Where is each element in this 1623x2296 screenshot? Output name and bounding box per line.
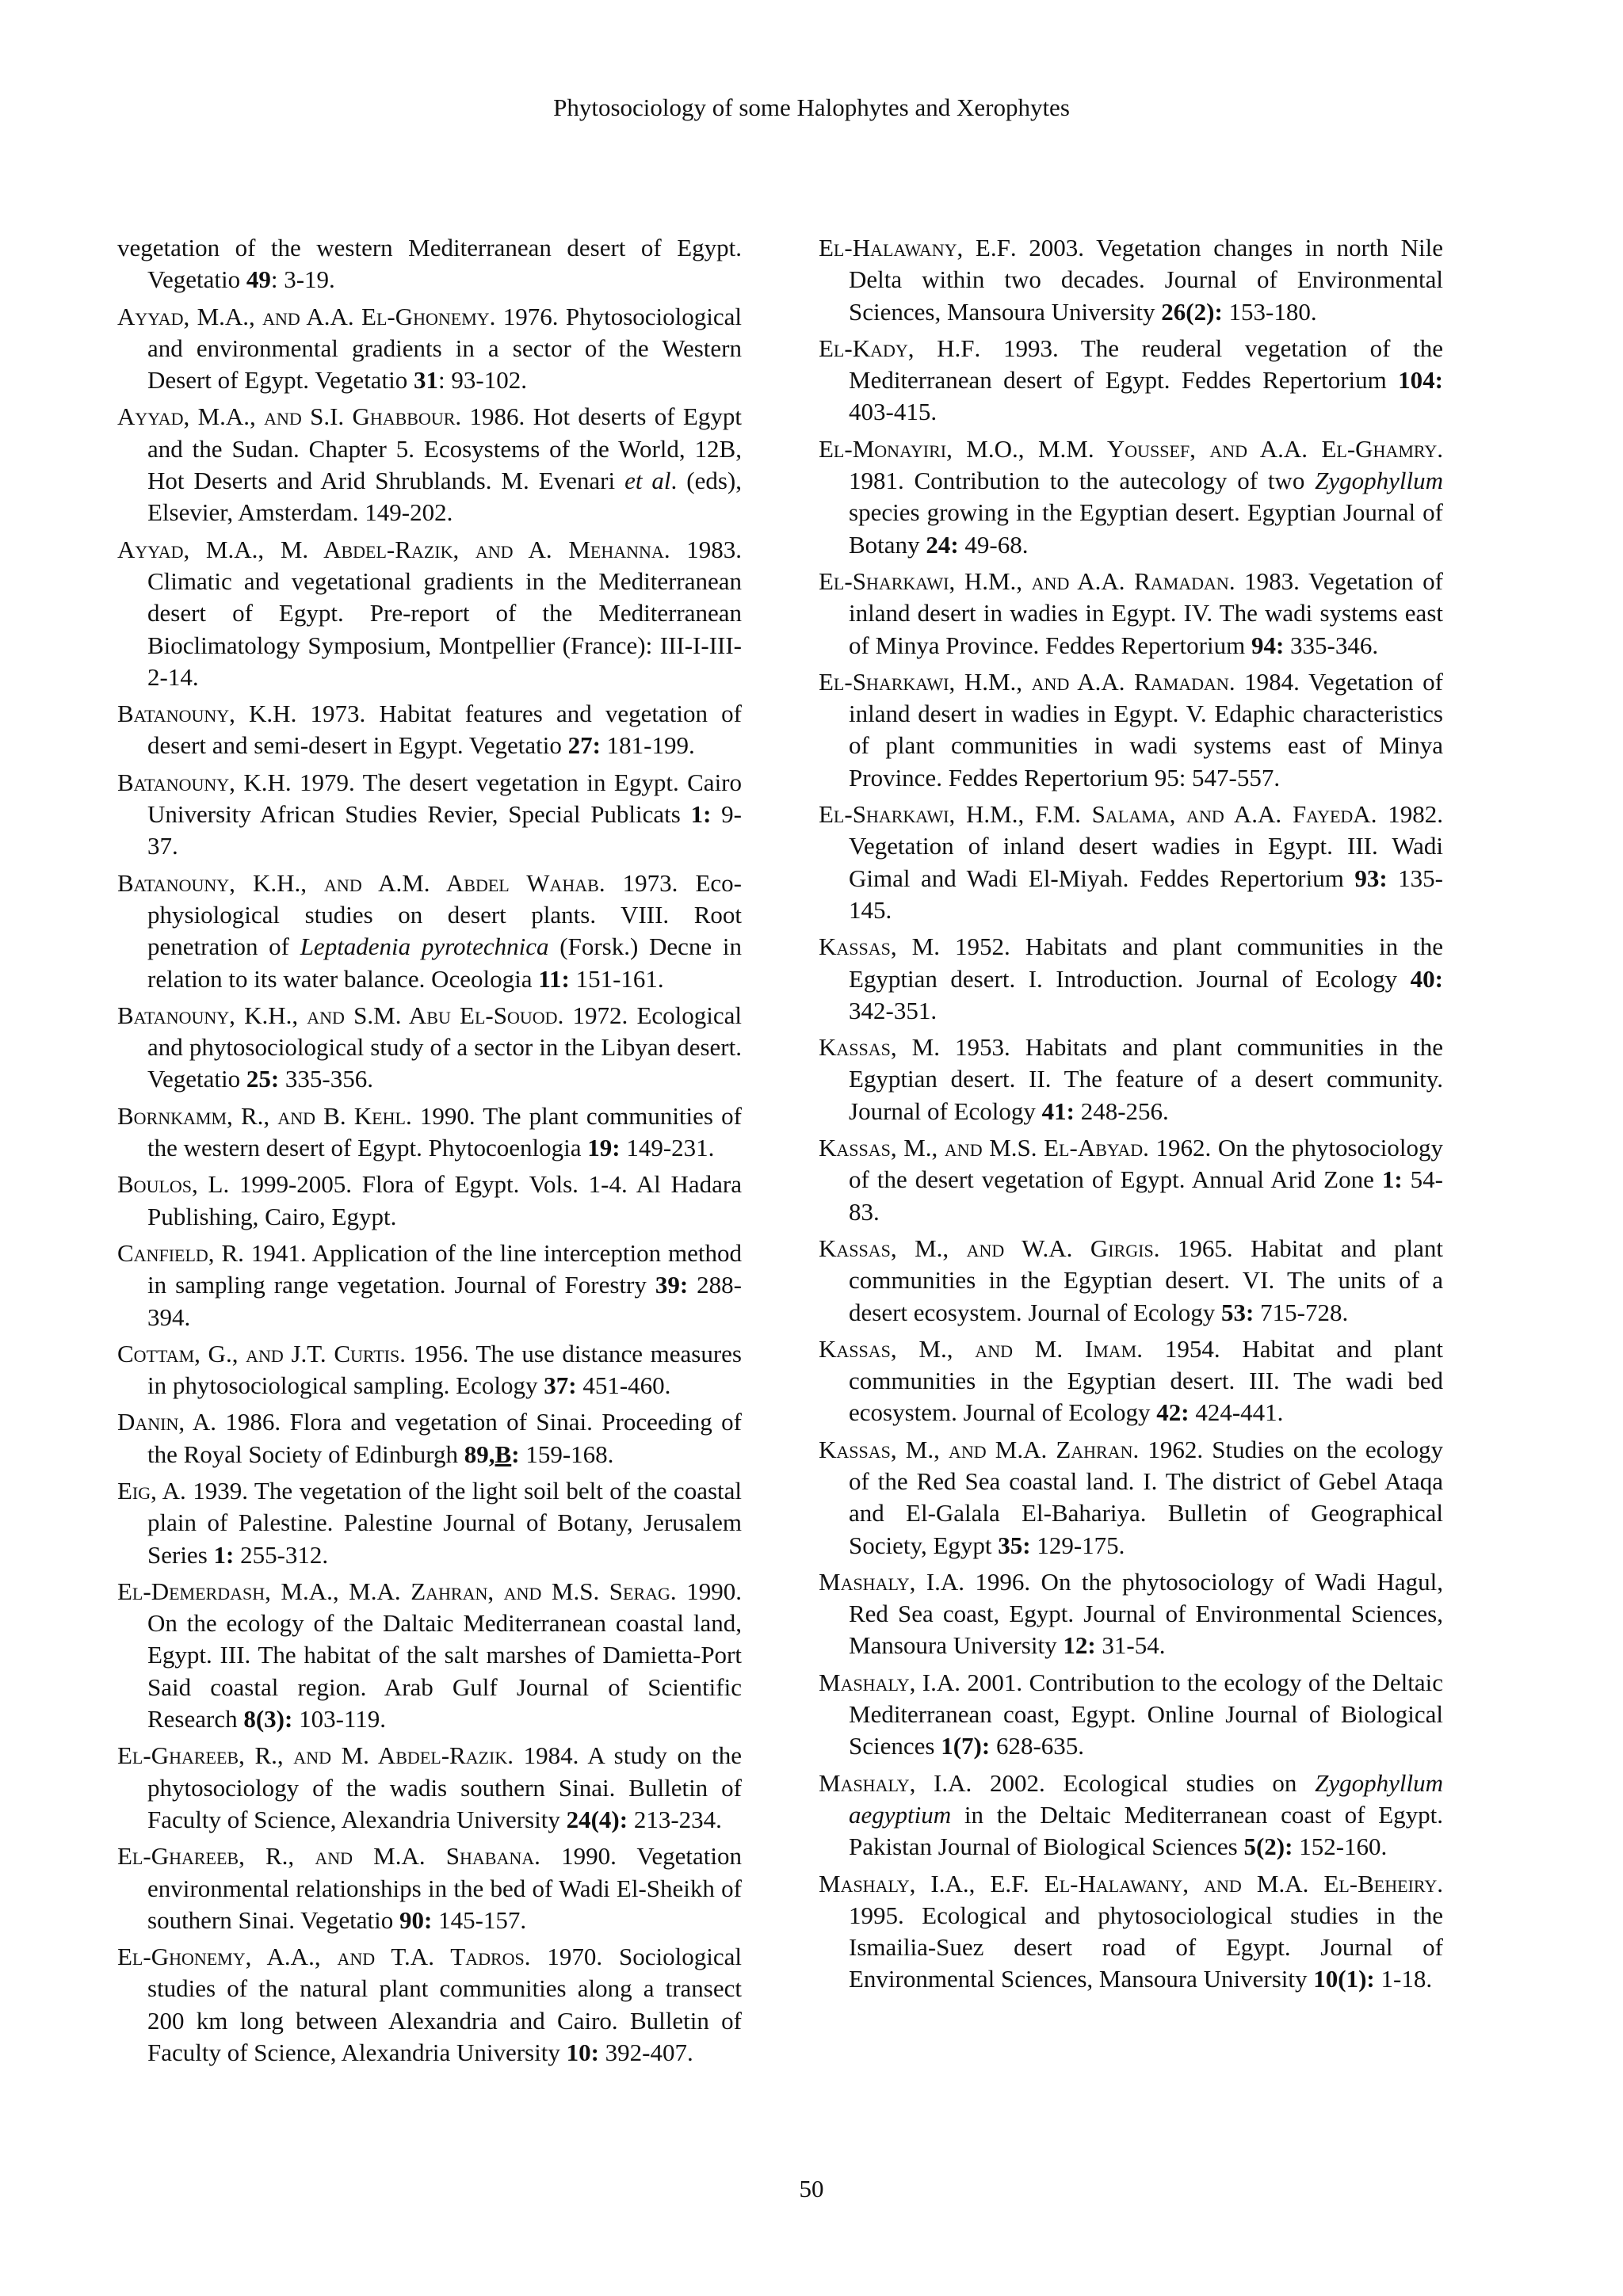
reference-entry [117, 1238, 742, 1333]
reference-authors: Kassas, M., and W.A. Girgis [819, 1234, 1154, 1262]
reference-authors: Danin, A [117, 1408, 211, 1436]
reference-bold: 24: [926, 530, 959, 559]
reference-bold: 90: [399, 1905, 433, 1934]
reference-authors: Batanouny, K.H., and A.M. Abdel Wahab [117, 868, 599, 897]
reference-authors: Batanouny, K.H [117, 768, 285, 796]
reference-bold: 104: [1398, 366, 1443, 395]
reference-text: . 1990. Vegetation environmental relationships in the bed of Wadi El-Sheikh of southern Sinai. Vegetatio [147, 1842, 742, 1934]
references-left-column [117, 232, 742, 2073]
reference-bold: 49 [246, 265, 271, 294]
reference-entry [819, 232, 1443, 328]
reference-text: . 1970. Sociological studies of the natural plant communities along a transect 200 km long between Alexandria and Cairo. Bulletin of Faculty of Science, Alexandria University [147, 1943, 742, 2067]
reference-entry [117, 1740, 742, 1836]
reference-text: . 1982. Vegetation of inland desert wadies in Egypt. III. Wadi Gimal and Wadi El-Miyah. Feddes Repertorium [849, 800, 1444, 892]
reference-text: . 1973. Eco-physiological studies on desert plants. VIII. Root penetration of [147, 868, 742, 961]
reference-authors: Bornkamm, R., and B. Kehl [117, 1101, 406, 1130]
reference-authors: El-Demerdash, M.A., M.A. Zahran, and M.S. Serag [117, 1577, 670, 1605]
reference-italic: Leptadenia pyrotechnica [300, 933, 549, 961]
reference-entry [819, 566, 1443, 662]
reference-authors: El-Kady, H.F [819, 334, 975, 362]
reference-entry [819, 1132, 1443, 1228]
reference-text: . 1973. Habitat features and vegetation of desert and semi-desert in Egypt. Vegetatio [147, 700, 743, 760]
reference-text: (Forsk.) Decne in relation to its water balance. Oceologia [147, 933, 742, 993]
reference-entry [117, 1100, 742, 1165]
reference-entry [117, 868, 742, 995]
reference-text: . 1981. Contribution to the autecology of two [849, 434, 1443, 495]
reference-bold: 12: [1063, 1631, 1096, 1660]
reference-bold: 41: [1041, 1097, 1075, 1125]
reference-entry [819, 1768, 1443, 1863]
reference-text: . 1976. Phytosociological and environmental gradients in a sector of the Western Desert of Egypt. Vegetatio [147, 302, 742, 395]
reference-entry [819, 1667, 1443, 1763]
reference-text: 49-68. [958, 530, 1029, 559]
reference-text: : 93-102. [438, 366, 527, 395]
reference-text: . 1956. The use distance measures in phytosociological sampling. Ecology [147, 1339, 742, 1400]
reference-text: 248-256. [1074, 1097, 1169, 1125]
reference-entry [117, 1576, 742, 1735]
reference-authors: Batanouny, K.H., and S.M. Abu El-Souod [117, 1001, 558, 1029]
reference-bold: 35: [998, 1531, 1031, 1559]
reference-bold: 40: [1410, 964, 1443, 993]
running-header: Phytosociology of some Halophytes and Xerophytes [553, 93, 1070, 121]
reference-authors: Mashaly, I.A [819, 1668, 955, 1696]
reference-bold: 11: [538, 964, 570, 993]
reference-text: . 1953. Habitats and plant communities in the Egyptian desert. II. The feature of a desert community. Journal of Ecology [849, 1033, 1443, 1125]
reference-text: 403-415. [849, 398, 938, 426]
reference-authors: El-Ghareeb, R., and M.A. Shabana [117, 1842, 535, 1871]
reference-authors: Mashaly, I.A., E.F. El-Halawany, and M.A. El-Beheiry [819, 1869, 1438, 1897]
reference-text: . 1983. Vegetation of inland desert in wadies in Egypt. IV. The wadi systems east of Minya Province. Feddes Repertorium [849, 566, 1443, 659]
reference-authors: Ayyad, M.A., and A.A. El-Ghonemy [117, 302, 490, 330]
reference-text: 255-312. [234, 1540, 329, 1569]
reference-text: 335-356. [279, 1065, 373, 1093]
reference-text: . 1999-2005. Flora of Egypt. Vols. 1-4. Al Hadara Publishing, Cairo, Egypt. [147, 1170, 743, 1230]
reference-entry [117, 1840, 742, 1936]
reference-entry [117, 232, 742, 296]
reference-authors: El-Ghareeb, R., and M. Abdel-Razik [117, 1741, 508, 1770]
reference-authors: El-Sharkawi, H.M., and A.A. Ramadan [819, 566, 1229, 595]
reference-text: 54-83. [849, 1165, 1443, 1226]
reference-italic: Zygophyllum [1315, 467, 1443, 495]
reference-text: 335-346. [1284, 631, 1379, 659]
reference-text: 715-728. [1254, 1298, 1349, 1326]
reference-entry [819, 1868, 1443, 1996]
reference-text: 159-168. [519, 1440, 614, 1468]
reference-entry [117, 1169, 742, 1233]
reference-bold: 5(2): [1243, 1833, 1293, 1861]
reference-authors: Cottam, G., and J.T. Curtis [117, 1339, 400, 1367]
reference-bold-underlined: B [495, 1440, 512, 1468]
reference-italic: Zygophyllum aegyptium [849, 1768, 1444, 1829]
reference-text: . 2001. Contribution to the ecology of the Deltaic Mediterranean coast, Egypt. Online Journal of Biological Sciences [849, 1668, 1443, 1760]
reference-authors: Kassas, M., and M. Imam [819, 1334, 1137, 1363]
reference-text: . 1986. Flora and vegetation of Sinai. Proceeding of the Royal Society of Edinburgh [147, 1408, 742, 1468]
reference-text: 153-180. [1222, 297, 1317, 326]
reference-authors: Mashaly, I.A [819, 1567, 959, 1596]
reference-text: . 1939. The vegetation of the light soil belt of the coastal plain of Palestine. Palestine Journal of Botany, Jerusalem Series [147, 1476, 742, 1569]
reference-italic: et al [624, 467, 671, 495]
reference-authors: Batanouny, K.H [117, 700, 291, 728]
reference-text: 628-635. [990, 1732, 1085, 1760]
reference-bold: 42: [1156, 1398, 1190, 1427]
reference-text: . 1984. A study on the phytosociology of the wadis southern Sinai. Bulletin of Faculty of Science, Alexandria University [147, 1741, 742, 1833]
reference-bold: 94: [1251, 631, 1285, 659]
reference-entry [117, 1941, 742, 2069]
reference-bold: : [511, 1440, 520, 1468]
reference-bold: 26(2): [1161, 297, 1223, 326]
reference-bold: 1: [690, 800, 712, 829]
reference-text: . 1996. On the phytosociology of Wadi Hagul, Red Sea coast, Egypt. Journal of Environmental Sciences, Mansoura University [849, 1567, 1444, 1660]
reference-entry [117, 1000, 742, 1096]
reference-bold: 1: [1381, 1165, 1403, 1194]
reference-text: . 1954. Habitat and plant communities in the Egyptian desert. III. The wadi bed ecosystem. Journal of Ecology [849, 1334, 1443, 1427]
reference-text: 9-37. [147, 800, 742, 860]
reference-authors: El-Halawany, E.F [819, 234, 1010, 261]
reference-text: 135-145. [849, 864, 1443, 924]
reference-bold: 27: [567, 731, 601, 760]
reference-text: . 1993. The reuderal vegetation of the Mediterranean desert of Egypt. Feddes Repertorium [849, 334, 1443, 395]
reference-text: 288- 394. [147, 1271, 743, 1331]
reference-authors: Kassas, M [819, 933, 934, 961]
reference-text: . 1952. Habitats and plant communities in the Egyptian desert. I. Introduction. Journal of Ecology [849, 933, 1443, 993]
reference-text: 424-441. [1189, 1398, 1284, 1427]
reference-text: . 1995. Ecological and phytosociological studies in the Ismailia-Suez desert road of Egypt. Journal of Environmental Sciences, Mansoura University [849, 1869, 1443, 1993]
reference-authors: El-Sharkawi, H.M., and A.A. Ramadan [819, 667, 1229, 696]
reference-bold: 24(4): [566, 1805, 628, 1833]
reference-entry [819, 799, 1443, 926]
reference-entry [117, 401, 742, 528]
reference-bold: 89, [464, 1440, 495, 1468]
reference-authors: Mashaly, I.A [819, 1768, 966, 1797]
reference-entry [819, 1566, 1443, 1662]
reference-entry [819, 1032, 1443, 1127]
reference-authors: Ayyad, M.A., and S.I. Ghabbour [117, 402, 456, 431]
reference-authors: Canfield, R [117, 1238, 239, 1267]
reference-entry [819, 1233, 1443, 1329]
reference-authors: El-Ghonemy, A.A., and T.A. Tadros [117, 1943, 525, 1971]
reference-authors: Kassas, M., and M.A. Zahran [819, 1435, 1133, 1463]
reference-entry [117, 767, 742, 863]
reference-text: 213-234. [628, 1805, 722, 1833]
reference-text: 342-351. [849, 996, 938, 1024]
reference-entry [117, 534, 742, 693]
reference-text: . 1979. The desert vegetation in Egypt. Cairo University African Studies Revier, Special Publicats [147, 768, 743, 829]
reference-text: . 1990. The plant communities of the western desert of Egypt. Phytocoenlogia [147, 1101, 742, 1162]
reference-bold: 25: [246, 1065, 280, 1093]
reference-text: . 1983. Climatic and vegetational gradients in the Mediterranean desert of Egypt. Pre-report of the Mediterranean Bioclimatology Symposium, Montpellier (France): III-I-III-2-14. [147, 535, 742, 691]
reference-bold: 19: [587, 1134, 621, 1162]
reference-text: : 3-19. [270, 265, 335, 294]
reference-text: 149-231. [620, 1134, 715, 1162]
reference-bold: 53: [1221, 1298, 1254, 1326]
reference-entry [819, 1333, 1443, 1429]
reference-bold: 10: [566, 2039, 599, 2067]
reference-entry [117, 301, 742, 397]
reference-entry [117, 1338, 742, 1402]
references-right-column [819, 232, 1443, 2000]
reference-authors: Kassas, M., and M.S. El-Abyad [819, 1134, 1144, 1162]
reference-authors: El-Sharkawi, H.M., F.M. Salama, and A.A. FayedA [819, 800, 1371, 829]
reference-text: . 1972. Ecological and phytosociological study of a sector in the Libyan desert. Vegetatio [147, 1001, 742, 1093]
reference-text: 152-160. [1293, 1833, 1388, 1861]
reference-text: . 1941. Application of the line interception method in sampling range vegetation. Journal of Forestry [147, 1238, 742, 1299]
reference-bold: 37: [544, 1371, 577, 1400]
reference-text: . 1984. Vegetation of inland desert in wadies in Egypt. V. Edaphic characteristics of plant communities in wadi systems east of Minya Province. Feddes Repertorium 95: 547-557. [849, 667, 1443, 791]
reference-text: 31-54. [1095, 1631, 1166, 1660]
reference-authors: Kassas, M [819, 1033, 934, 1062]
reference-entry [819, 666, 1443, 794]
reference-text: 145-157. [432, 1905, 527, 1934]
reference-text: 103-119. [292, 1705, 387, 1733]
reference-entry [117, 698, 742, 762]
reference-text: . 2003. Vegetation changes in north Nile Delta within two decades. Journal of Environmental Sciences, Mansoura University [849, 234, 1443, 326]
reference-text: in the Deltaic Mediterranean coast of Egypt. Pakistan Journal of Biological Sciences [849, 1800, 1443, 1861]
reference-entry [819, 333, 1443, 429]
reference-bold: 39: [655, 1271, 689, 1299]
reference-entry [117, 1406, 742, 1470]
reference-bold: 1(7): [941, 1732, 991, 1760]
reference-text: 151-161. [569, 964, 664, 993]
reference-text: . (eds), Elsevier, Amsterdam. 149-202. [147, 467, 742, 527]
reference-entry [117, 1475, 742, 1571]
reference-text: . 1962. Studies on the ecology of the Red Sea coastal land. I. The district of Gebel Ataqa and El-Galala El-Bahariya. Bulletin of Geographical Society, Egypt [849, 1435, 1443, 1559]
reference-text: 181-199. [600, 731, 695, 760]
reference-text: 129-175. [1030, 1531, 1125, 1559]
reference-authors: El-Monayiri, M.O., M.M. Youssef, and A.A. El-Ghamry [819, 434, 1438, 463]
reference-text: . 1965. Habitat and plant communities in the Egyptian desert. VI. The units of a desert ecosystem. Journal of Ecology [849, 1234, 1443, 1326]
reference-text: . 1990. On the ecology of the Daltaic Mediterranean coastal land, Egypt. III. The habitat of the salt marshes of Damietta-Port Said coastal region. Arab Gulf Journal of Scientific Research [147, 1577, 742, 1733]
reference-bold: 10(1): [1313, 1965, 1375, 1993]
reference-entry [819, 433, 1443, 561]
reference-bold: 93: [1354, 864, 1388, 892]
reference-text: species growing in the Egyptian desert. Egyptian Journal of Botany [849, 498, 1443, 559]
reference-bold: 8(3): [243, 1705, 293, 1733]
reference-entry [819, 1434, 1443, 1562]
reference-bold: 31 [414, 366, 439, 395]
reference-authors: Boulos, L [117, 1170, 223, 1199]
reference-text: 1-18. [1374, 1965, 1433, 1993]
reference-text: 392-407. [598, 2039, 693, 2067]
reference-authors: Ayyad, M.A., M. Abdel-Razik, and A. Mehanna [117, 535, 664, 563]
reference-text: . 1962. On the phytosociology of the desert vegetation of Egypt. Annual Arid Zone [849, 1134, 1443, 1194]
reference-text: vegetation of the western Mediterranean desert of Egypt. Vegetatio [117, 234, 742, 294]
page-number: 50 [799, 2175, 824, 2203]
reference-text: 451-460. [576, 1371, 671, 1400]
reference-text: . 2002. Ecological studies on [965, 1768, 1316, 1797]
reference-entry [819, 931, 1443, 1027]
reference-text: . 1986. Hot deserts of Egypt and the Sudan. Chapter 5. Ecosystems of the World, 12B, Hot Deserts and Arid Shrublands. M. Evenari [147, 402, 742, 495]
reference-authors: Eig, A [117, 1476, 181, 1505]
reference-bold: 1: [213, 1540, 235, 1569]
